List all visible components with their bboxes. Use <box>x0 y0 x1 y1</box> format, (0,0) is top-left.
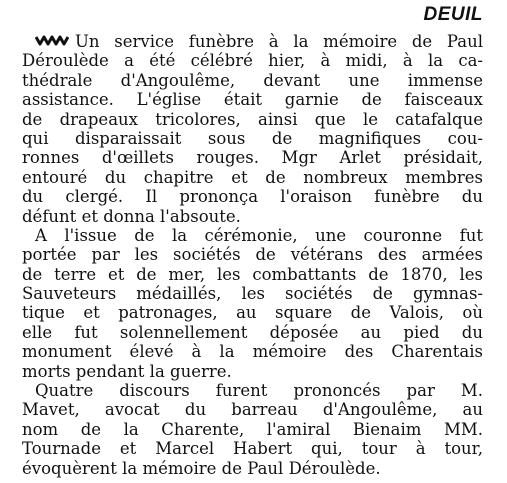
paragraph-3 <box>22 381 483 478</box>
paragraph-line: du clergé. Il prononça l'oraison funèbre du <box>22 187 483 207</box>
paragraph-line: Un service funèbre à la mémoire de Paul <box>22 32 483 51</box>
paragraph-line: Déroulède a été célébré hier, à midi, à la ca- <box>22 51 483 71</box>
paragraph-line: nom de la Charente, l'amiral Bienaim MM. <box>22 419 483 439</box>
paragraph-line: Sauveteurs médaillés, les sociétés de gymnas- <box>22 284 483 304</box>
paragraph-line: portée par les sociétés de vétérans des armées <box>22 245 483 265</box>
paragraph-line: tique et patronages, au square de Valois, où <box>22 303 483 323</box>
paragraph-line: évoquèrent la mémoire de Paul Déroulède. <box>22 458 381 478</box>
paragraph-line: qui disparaissait sous de magnifiques cou- <box>22 128 483 148</box>
paragraph-line: assistance. L'église était garnie de faisceaux <box>22 90 483 110</box>
paragraph-line: morts pendant la guerre. <box>22 361 232 381</box>
article-heading: DEUIL <box>423 4 483 25</box>
paragraph-line: A l'issue de la cérémonie, une couronne fut <box>35 225 483 245</box>
paragraph-line: de terre et de mer, les combattants de 1870, les <box>22 264 483 284</box>
paragraph-line: ronnes d'œillets rouges. Mgr Arlet présidait, <box>22 148 483 168</box>
paragraph-line: elle fut solennellement déposée au pied du <box>22 322 483 342</box>
paragraph-1 <box>22 32 483 226</box>
paragraph-line: défunt et donna l'absoute. <box>22 206 241 226</box>
paragraph-line: Tournade et Marcel Habert qui, tour à tour, <box>22 439 483 459</box>
paragraph-line: thédrale d'Angoulême, devant une immense <box>22 70 483 90</box>
paragraph-line: de drapeaux tricolores, ainsi que le catafalque <box>22 109 483 129</box>
paragraph-line: Quatre discours furent prononcés par M. <box>35 381 483 401</box>
paragraph-line: entouré du chapitre et de nombreux membres <box>22 167 483 187</box>
paragraph-2 <box>22 226 483 381</box>
paragraph-line: Mavet, avocat du barreau d'Angoulême, au <box>22 400 483 420</box>
wavy-ornament-icon <box>35 34 69 46</box>
paragraph-line: monument élevé à la mémoire des Charentais <box>22 342 483 362</box>
